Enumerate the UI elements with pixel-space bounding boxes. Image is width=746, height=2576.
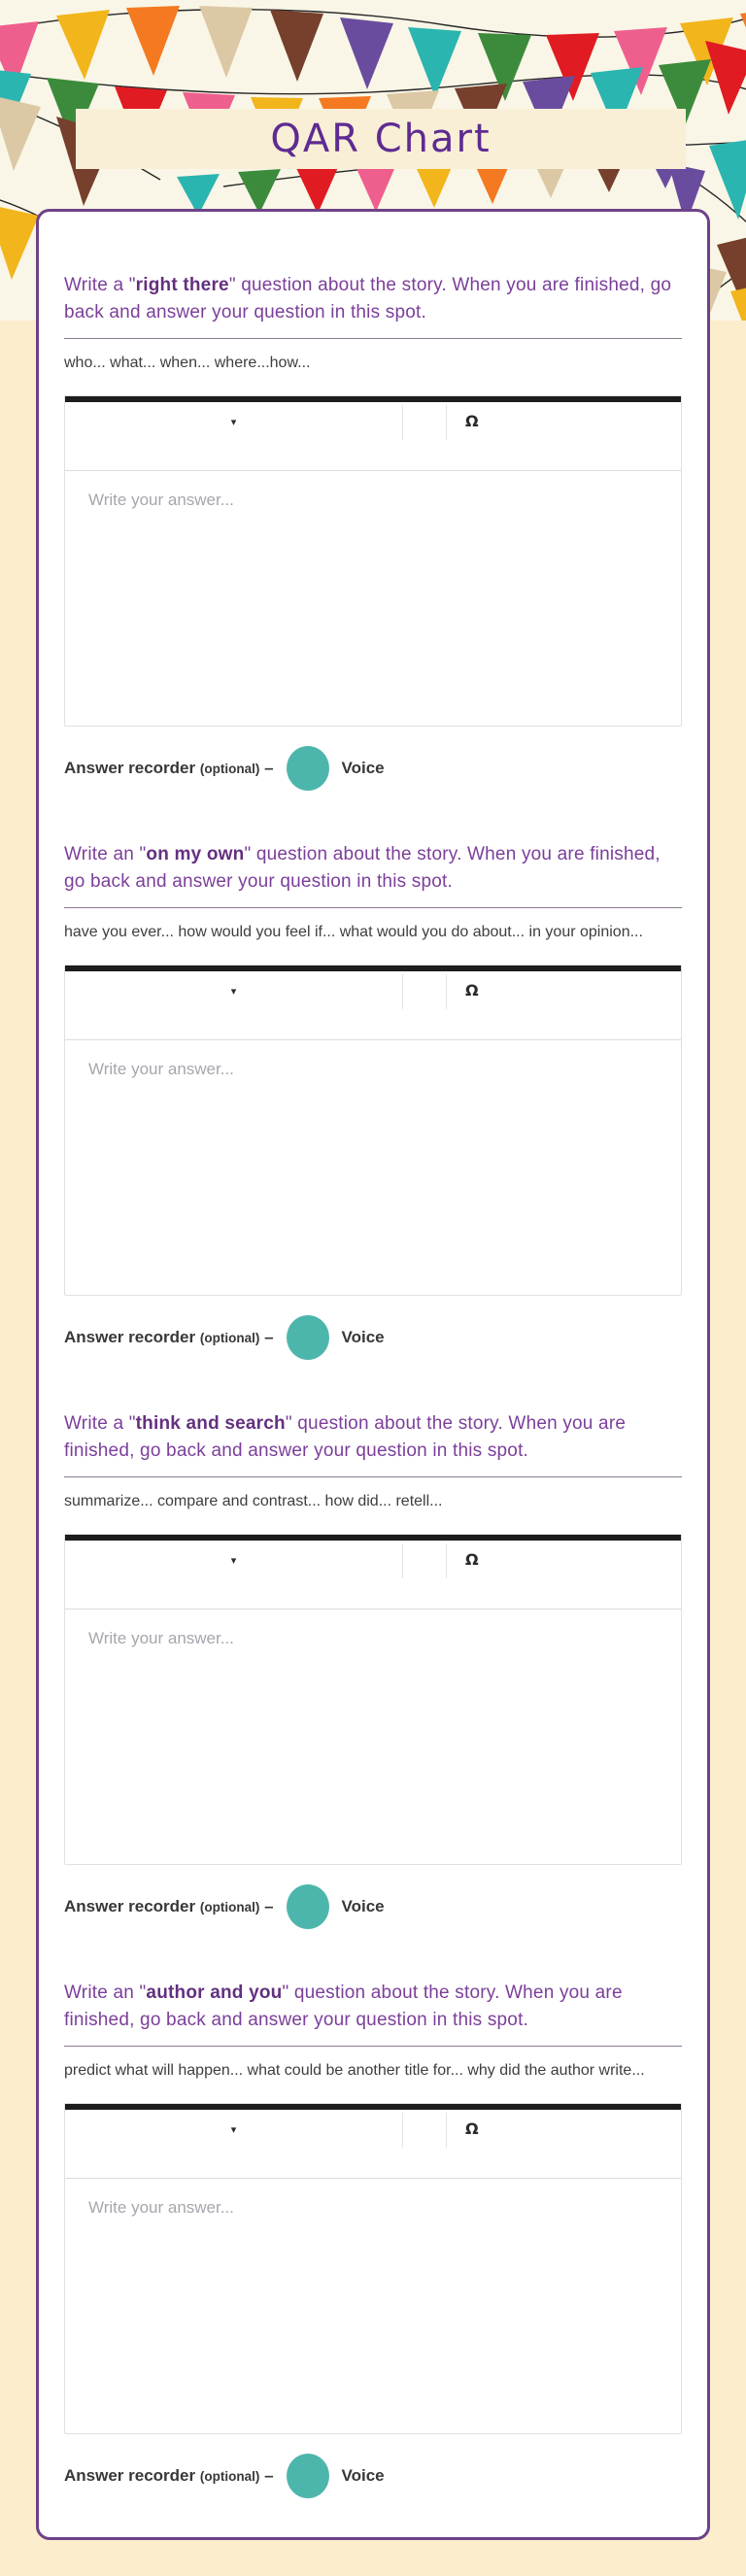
voice-record-button[interactable] bbox=[287, 1315, 329, 1360]
voice-label: Voice bbox=[341, 759, 385, 777]
special-character-button[interactable] bbox=[456, 406, 489, 436]
voice-record-button[interactable] bbox=[287, 746, 329, 791]
hint-text: predict what will happen... what could be another title for... why did the author write... bbox=[64, 2062, 645, 2079]
answer-placeholder: Write your answer... bbox=[88, 491, 234, 509]
prompt-text: " question about the story. When you are finished, go back and answer your question in this spot. bbox=[64, 1983, 623, 2030]
answer-placeholder: Write your answer... bbox=[88, 2198, 234, 2217]
toolbar-separator bbox=[402, 2113, 403, 2148]
question-section-right-there bbox=[64, 272, 682, 791]
chevron-down-icon: ▾ bbox=[230, 2123, 237, 2136]
rich-text-editor bbox=[64, 395, 682, 727]
rich-text-editor bbox=[64, 965, 682, 1296]
prompt-keyword: right there bbox=[135, 275, 229, 295]
omega-icon: Ω bbox=[465, 2119, 479, 2138]
prompt-divider bbox=[64, 338, 682, 339]
prompt-text: Write an " bbox=[64, 1983, 147, 2003]
question-prompt bbox=[64, 1980, 682, 2034]
voice-record-button[interactable] bbox=[287, 1884, 329, 1929]
prompt-text: Write an " bbox=[64, 844, 147, 864]
answer-textarea[interactable] bbox=[65, 1610, 681, 1864]
answer-textarea[interactable] bbox=[65, 471, 681, 726]
recorder-label: Answer recorder (optional) – bbox=[64, 759, 274, 777]
title-band bbox=[76, 109, 686, 169]
editor-toolbar bbox=[65, 966, 681, 1040]
answer-textarea[interactable] bbox=[65, 2179, 681, 2433]
chevron-down-icon: ▾ bbox=[230, 1554, 237, 1567]
answer-recorder-row bbox=[64, 1315, 682, 1360]
rich-text-editor bbox=[64, 1534, 682, 1865]
toolbar-separator bbox=[402, 974, 403, 1009]
text-style-dropdown[interactable] bbox=[65, 1541, 402, 1579]
answer-textarea[interactable] bbox=[65, 1040, 681, 1295]
chevron-down-icon: ▾ bbox=[230, 985, 237, 998]
answer-recorder-row bbox=[64, 746, 682, 791]
voice-label: Voice bbox=[341, 1328, 385, 1346]
omega-icon: Ω bbox=[465, 1550, 479, 1569]
page-title: QAR Chart bbox=[270, 117, 492, 161]
answer-recorder-row bbox=[64, 1884, 682, 1929]
prompt-keyword: author and you bbox=[146, 1983, 283, 2003]
recorder-label: Answer recorder (optional) – bbox=[64, 2466, 274, 2485]
prompt-keyword: think and search bbox=[135, 1413, 286, 1434]
question-section-author-and-you bbox=[64, 1980, 682, 2498]
chevron-down-icon: ▾ bbox=[230, 416, 237, 428]
question-section-think-and-search bbox=[64, 1410, 682, 1929]
toolbar-separator bbox=[402, 405, 403, 440]
editor-toolbar bbox=[65, 1535, 681, 1610]
toolbar-separator bbox=[446, 2113, 447, 2148]
special-character-button[interactable] bbox=[456, 1544, 489, 1575]
prompt-divider bbox=[64, 2046, 682, 2047]
toolbar-separator bbox=[446, 1543, 447, 1578]
toolbar-separator bbox=[446, 974, 447, 1009]
text-style-dropdown[interactable] bbox=[65, 2110, 402, 2149]
prompt-divider bbox=[64, 1476, 682, 1477]
answer-recorder-row bbox=[64, 2454, 682, 2498]
prompt-text: Write a " bbox=[64, 275, 136, 295]
question-section-on-my-own bbox=[64, 841, 682, 1360]
special-character-button[interactable] bbox=[456, 975, 489, 1005]
answer-placeholder: Write your answer... bbox=[88, 1629, 234, 1647]
editor-toolbar bbox=[65, 2104, 681, 2179]
worksheet-card bbox=[36, 209, 710, 2540]
prompt-keyword: on my own bbox=[146, 844, 245, 864]
omega-icon: Ω bbox=[465, 412, 479, 430]
omega-icon: Ω bbox=[465, 981, 479, 1000]
question-prompt bbox=[64, 272, 682, 326]
recorder-label: Answer recorder (optional) – bbox=[64, 1328, 274, 1346]
prompt-text: Write a " bbox=[64, 1413, 136, 1434]
prompt-text: " question about the story. When you are finished, go back and answer your question in this spot. bbox=[64, 275, 672, 322]
prompt-divider bbox=[64, 907, 682, 908]
editor-toolbar bbox=[65, 396, 681, 471]
question-prompt bbox=[64, 1410, 682, 1465]
hint-text: summarize... compare and contrast... how did... retell... bbox=[64, 1493, 443, 1509]
recorder-label: Answer recorder (optional) – bbox=[64, 1897, 274, 1915]
answer-placeholder: Write your answer... bbox=[88, 1060, 234, 1078]
text-style-dropdown[interactable] bbox=[65, 402, 402, 441]
voice-label: Voice bbox=[341, 1897, 385, 1915]
hint-text: who... what... when... where...how... bbox=[64, 355, 311, 371]
toolbar-separator bbox=[402, 1543, 403, 1578]
voice-label: Voice bbox=[341, 2466, 385, 2485]
rich-text-editor bbox=[64, 2103, 682, 2434]
hint-text: have you ever... how would you feel if... what would you do about... in your opinion... bbox=[64, 924, 643, 940]
voice-record-button[interactable] bbox=[287, 2454, 329, 2498]
text-style-dropdown[interactable] bbox=[65, 971, 402, 1010]
question-prompt bbox=[64, 841, 682, 896]
prompt-text: " question about the story. When you are finished, go back and answer your question in this spot. bbox=[64, 844, 661, 892]
special-character-button[interactable] bbox=[456, 2114, 489, 2144]
toolbar-separator bbox=[446, 405, 447, 440]
prompt-text: " question about the story. When you are finished, go back and answer your question in this spot. bbox=[64, 1413, 627, 1461]
